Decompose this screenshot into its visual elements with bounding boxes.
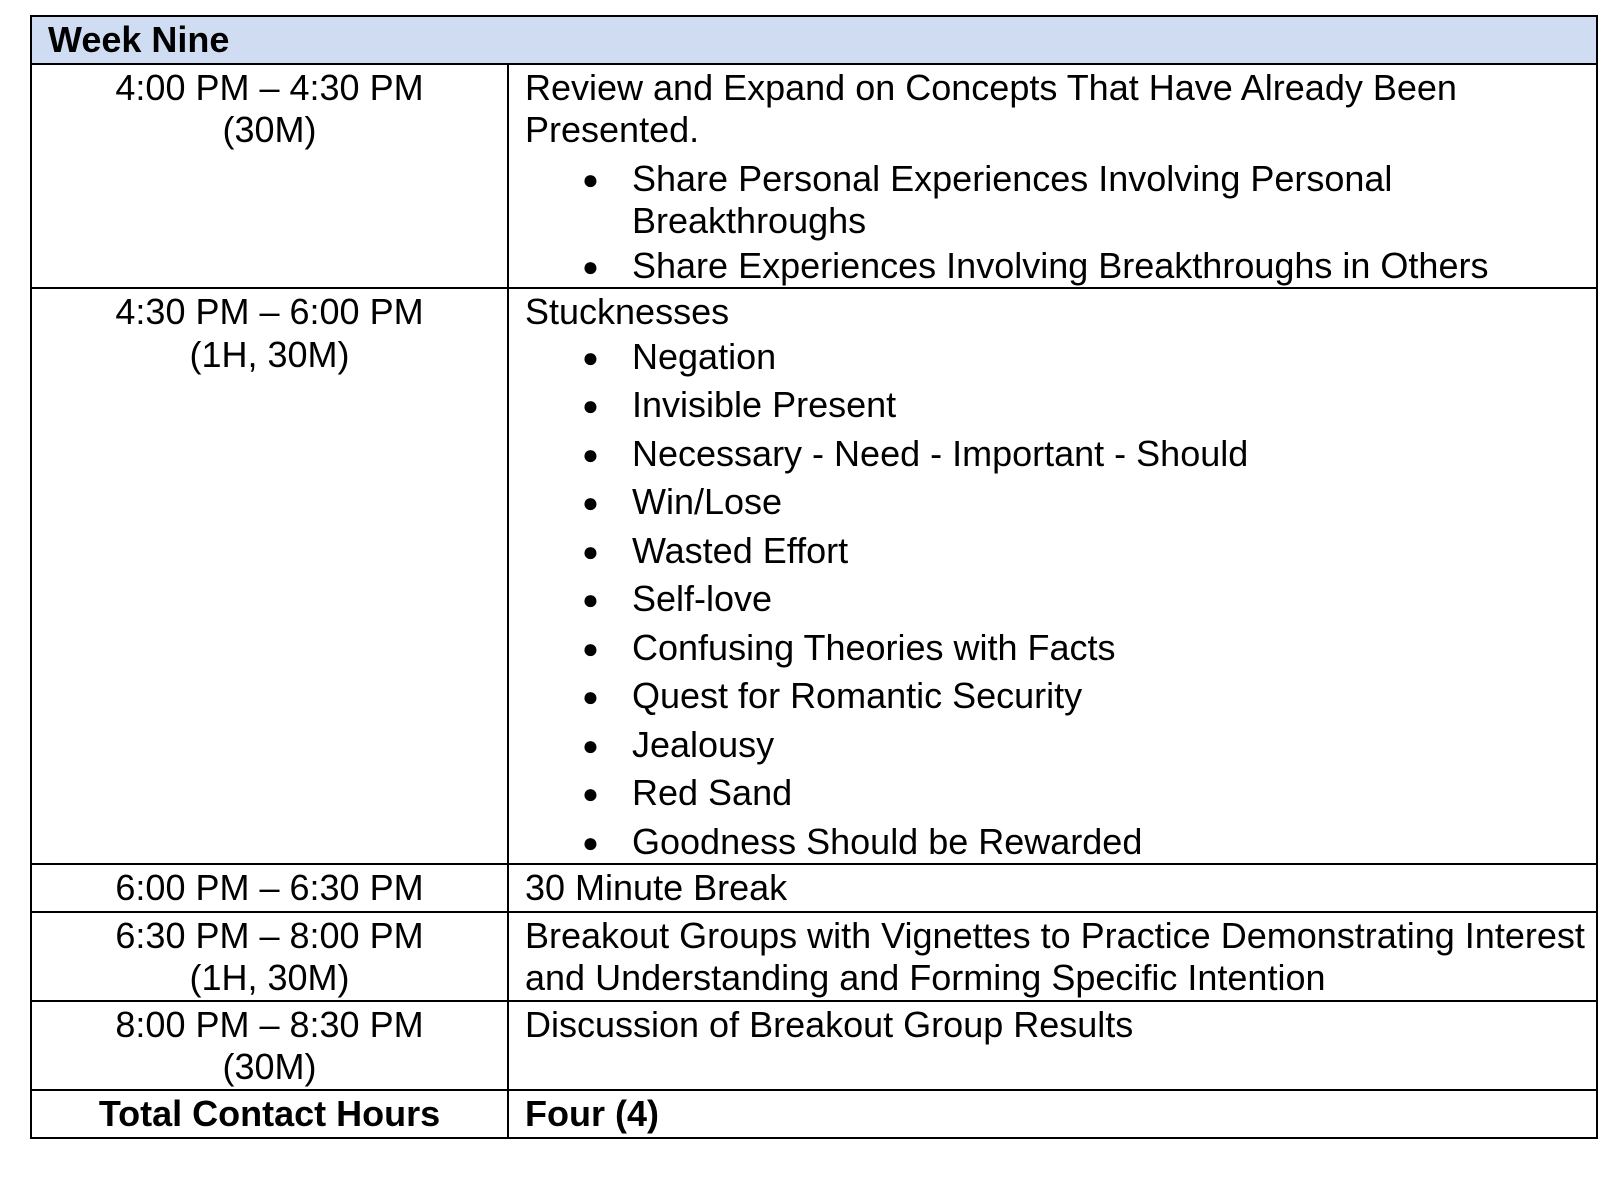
time-cell <box>31 864 508 912</box>
list-item: ● Negation <box>525 336 1588 378</box>
activity-cell <box>508 912 1597 1001</box>
activity-title: Breakout Groups with Vignettes to Practice Demonstrating Interest and Understanding and Forming Specific Intention <box>525 914 1585 999</box>
time-cell <box>31 288 508 864</box>
schedule-row <box>31 1001 1597 1090</box>
bullet-icon: ● <box>582 250 599 282</box>
activity-title: 30 Minute Break <box>525 866 788 908</box>
list-item: ● Share Experiences Involving Breakthroughs in Others <box>525 245 1588 287</box>
bullet-icon: ● <box>582 729 599 761</box>
schedule-row <box>31 864 1597 912</box>
list-item: ● Self-love <box>525 578 1588 620</box>
list-item: ● Win/Lose <box>525 481 1588 523</box>
activity-cell <box>508 1001 1597 1090</box>
time-cell <box>31 1001 508 1090</box>
time-range: 4:00 PM – 4:30 PM <box>115 67 424 108</box>
bullet-icon: ● <box>582 681 599 713</box>
list-item: ● Goodness Should be Rewarded <box>525 821 1588 863</box>
list-item: ● Wasted Effort <box>525 530 1588 572</box>
schedule-row <box>31 288 1597 864</box>
list-item: ● Invisible Present <box>525 384 1588 426</box>
total-label: Total Contact Hours <box>31 1090 508 1138</box>
activity-cell <box>508 64 1597 288</box>
bullet-icon: ● <box>582 163 599 195</box>
activity-cell <box>508 288 1597 864</box>
time-range: 8:00 PM – 8:30 PM <box>115 1003 424 1045</box>
activity-title: Stucknesses <box>525 291 730 333</box>
bullet-icon: ● <box>582 487 599 519</box>
bullet-icon: ● <box>582 535 599 567</box>
schedule-table <box>30 15 1598 1139</box>
activity-bullets <box>525 336 1588 863</box>
time-range: 4:30 PM – 6:00 PM <box>115 291 424 333</box>
time-cell <box>31 64 508 288</box>
activity-title: Discussion of Breakout Group Results <box>525 1003 1134 1045</box>
time-range: 6:00 PM – 6:30 PM <box>115 866 424 908</box>
duration: (1H, 30M) <box>189 333 350 375</box>
list-item: ● Red Sand <box>525 772 1588 814</box>
time-range: 6:30 PM – 8:00 PM <box>115 914 424 956</box>
bullet-icon: ● <box>582 584 599 616</box>
week-title: Week Nine <box>31 16 1597 64</box>
duration: (1H, 30M) <box>189 957 350 999</box>
activity-title: Review and Expand on Concepts That Have Already Been Presented. <box>525 67 1457 151</box>
total-value: Four (4) <box>508 1090 1597 1138</box>
list-item: ● Share Personal Experiences Involving Personal Breakthroughs <box>582 157 1393 242</box>
activity-cell <box>508 864 1597 912</box>
bullet-icon: ● <box>582 390 599 422</box>
bullet-icon: ● <box>582 826 599 858</box>
week-header-row <box>31 16 1597 64</box>
list-item: ● Jealousy <box>525 724 1588 766</box>
bullet-icon: ● <box>582 438 599 470</box>
duration: (30M) <box>222 1046 317 1088</box>
duration: (30M) <box>222 109 317 151</box>
activity-bullets <box>525 158 1588 287</box>
bullet-icon: ● <box>582 632 599 664</box>
list-item: ● Quest for Romantic Security <box>525 675 1588 717</box>
time-cell <box>31 912 508 1001</box>
total-row <box>31 1090 1597 1138</box>
schedule-row <box>31 64 1597 288</box>
list-item: ● Necessary - Need - Important - Should <box>525 433 1588 475</box>
schedule-row <box>31 912 1597 1001</box>
list-item: ● Confusing Theories with Facts <box>525 627 1588 669</box>
bullet-icon: ● <box>582 778 599 810</box>
bullet-icon: ● <box>582 341 599 373</box>
